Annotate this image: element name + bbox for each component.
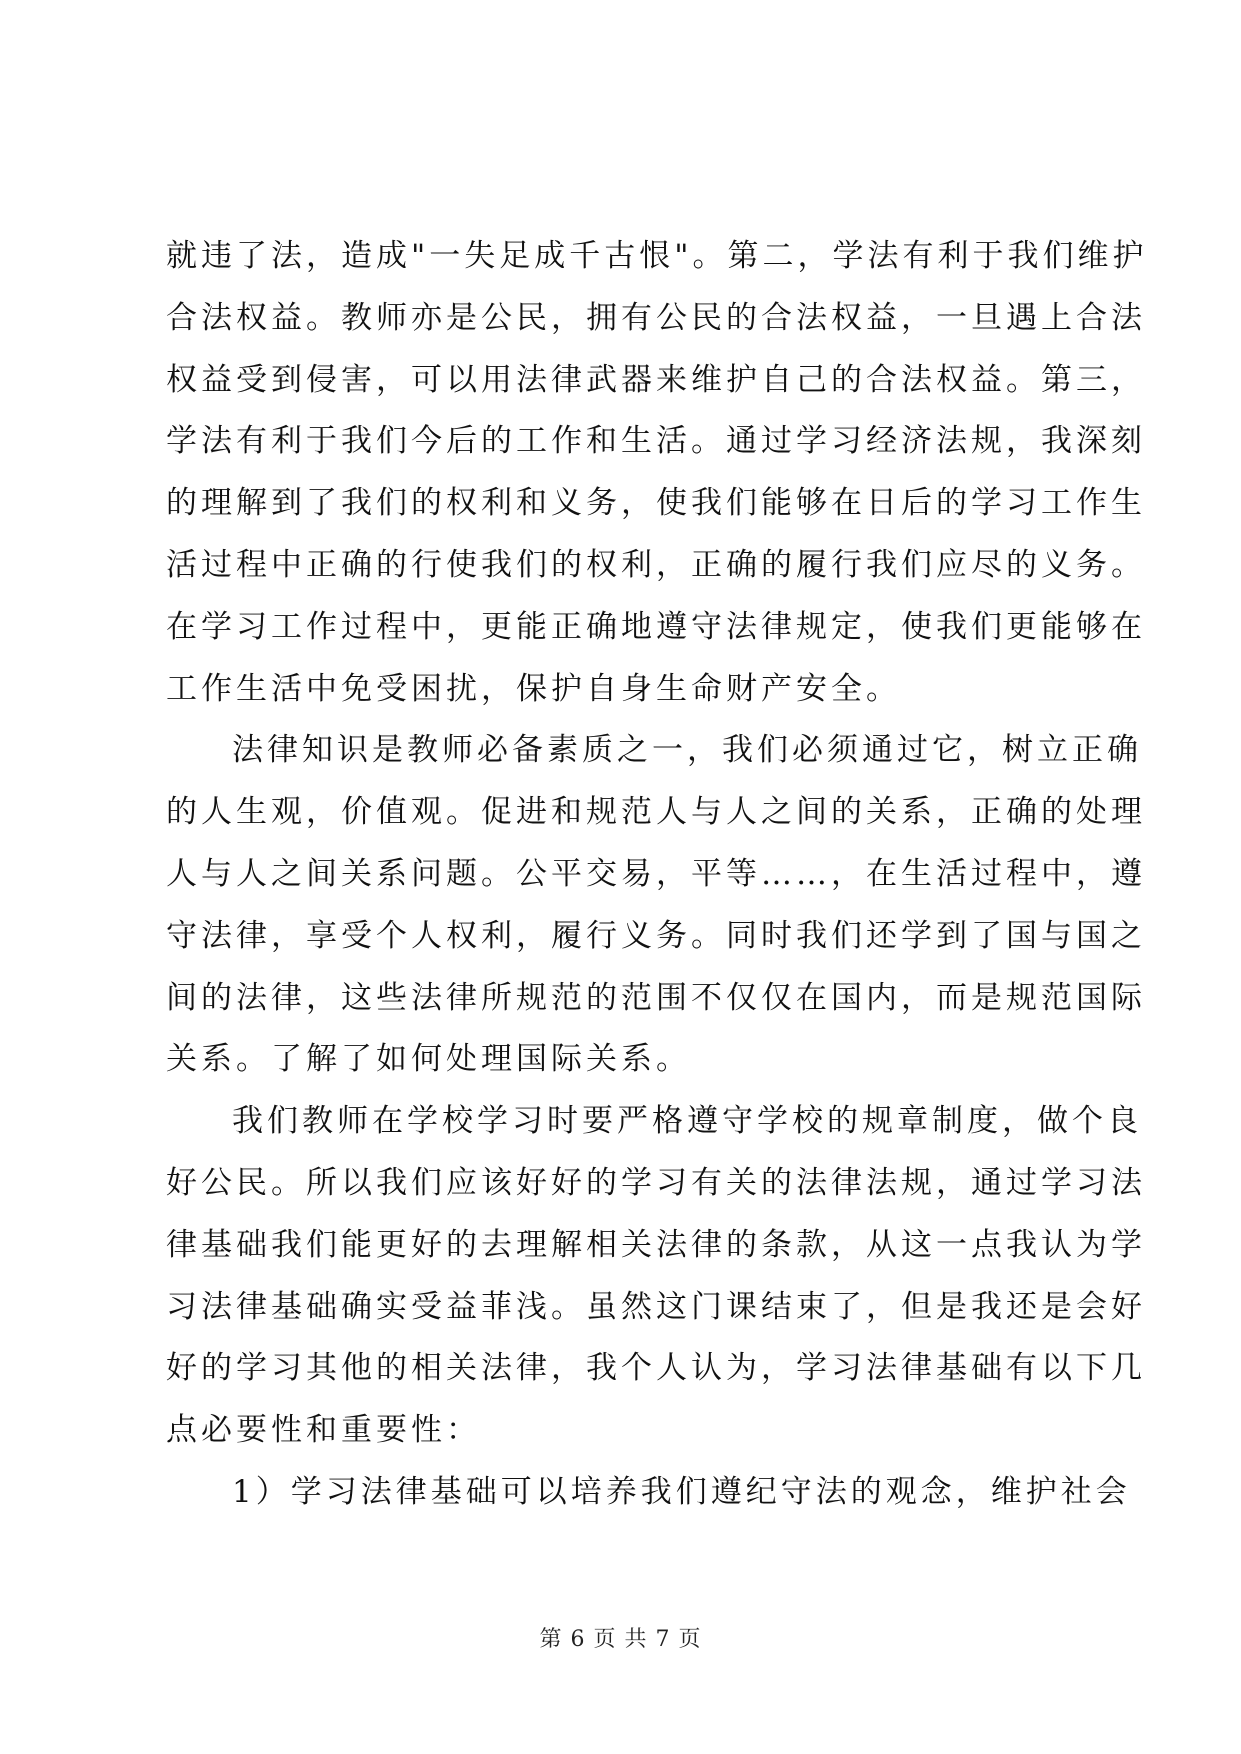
document-body: [166, 226, 1148, 1524]
text-line: 工作生活中免受困扰，保护自身生命财产安全。: [166, 670, 901, 707]
text-line: 好的学习其他的相关法律，我个人认为，学习法律基础有以下几: [166, 1350, 1146, 1387]
text-line: 在学习工作过程中，更能正确地遵守法律规定，使我们更能够在: [166, 608, 1146, 645]
text-line: 的理解到了我们的权利和义务，使我们能够在日后的学习工作生: [166, 485, 1146, 522]
text-line: 权益受到侵害，可以用法律武器来维护自己的合法权益。第三，: [166, 361, 1146, 398]
paragraph-start-line: 法律知识是教师必备素质之一，我们必须通过它，树立正确: [232, 732, 1142, 769]
text-line: 守法律，享受个人权利，履行义务。同时我们还学到了国与国之: [166, 917, 1146, 954]
text-line: 就违了法，造成"一失足成千古恨"。第二，学法有利于我们维护: [166, 238, 1148, 274]
text-line: 合法权益。教师亦是公民，拥有公民的合法权益，一旦遇上合法: [166, 299, 1146, 336]
text-line: 的人生观，价值观。促进和规范人与人之间的关系，正确的处理: [166, 794, 1146, 831]
text-line: 活过程中正确的行使我们的权利，正确的履行我们应尽的义务。: [166, 546, 1146, 583]
text-line: 习法律基础确实受益菲浅。虽然这门课结束了，但是我还是会好: [166, 1288, 1146, 1325]
list-item-line: 1）学习法律基础可以培养我们遵纪守法的观念，维护社会: [232, 1473, 1131, 1510]
page-number-footer: 第 6 页 共 7 页: [539, 1627, 702, 1652]
text-line: 间的法律，这些法律所规范的范围不仅仅在国内，而是规范国际: [166, 979, 1146, 1016]
text-line: 点必要性和重要性：: [166, 1412, 481, 1449]
text-line: 律基础我们能更好的去理解相关法律的条款，从这一点我认为学: [166, 1226, 1146, 1263]
text-line: 人与人之间关系问题。公平交易，平等……，在生活过程中，遵: [166, 855, 1146, 892]
text-line: 关系。了解了如何处理国际关系。: [166, 1041, 691, 1078]
text-line: 好公民。所以我们应该好好的学习有关的法律法规，通过学习法: [166, 1164, 1146, 1201]
text-line: 学法有利于我们今后的工作和生活。通过学习经济法规，我深刻: [166, 423, 1146, 460]
paragraph-start-line: 我们教师在学校学习时要严格遵守学校的规章制度，做个良: [232, 1103, 1142, 1140]
